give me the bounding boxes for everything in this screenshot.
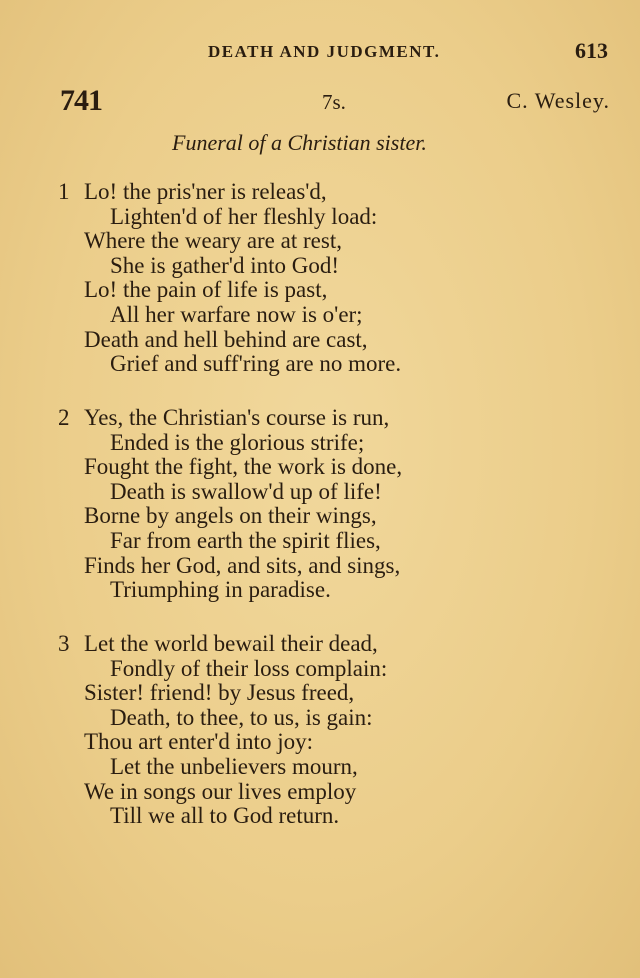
verse-line: Sister! friend! by Jesus freed, (84, 680, 355, 706)
hymn-author: C. Wesley. (506, 88, 610, 113)
verse-line: All her warfare now is o'er; (110, 301, 363, 327)
verse-line: Death, to thee, to us, is gain: (110, 704, 373, 730)
verse-line: Finds her God, and sits, and sings, (84, 552, 401, 578)
hymn-number: 741 (60, 84, 102, 117)
hymn-title: Funeral of a Christian sister. (172, 130, 427, 155)
verse-text: Let the world bewail their dead, (84, 631, 378, 656)
stanza-1 (58, 180, 401, 377)
stanza-number: 2 (58, 405, 70, 430)
verse-line: Till we all to God return. (110, 803, 340, 829)
verse-line: Lighten'd of her fleshly load: (110, 203, 378, 229)
verse-line: Far from earth the spirit flies, (110, 527, 381, 553)
verse-line (58, 632, 387, 657)
stanza-3 (58, 632, 387, 829)
verse-line: She is gather'd into God! (110, 252, 340, 278)
hymn-meter: 7s. (322, 90, 346, 114)
verse-line: Let the unbelievers mourn, (110, 753, 358, 779)
verse-line: Where the weary are at rest, (84, 228, 342, 254)
verse-line (58, 406, 402, 431)
verse-line: Ended is the glorious strife; (110, 429, 365, 455)
verse-line: We in songs our lives employ (84, 778, 357, 804)
running-head: DEATH AND JUDGMENT. (208, 42, 441, 61)
verse-text: Yes, the Christian's course is run, (84, 405, 390, 430)
verse-line: Death is swallow'd up of life! (110, 478, 382, 504)
verse-line: Borne by angels on their wings, (84, 503, 377, 529)
verse-line: Thou art enter'd into joy: (84, 729, 313, 755)
verse-line: Death and hell behind are cast, (84, 326, 368, 352)
page-number: 613 (575, 38, 608, 63)
verse-line: Fought the fight, the work is done, (84, 454, 403, 480)
stanza-number: 1 (58, 179, 70, 204)
verse-line: Grief and suff'ring are no more. (110, 351, 402, 377)
verse-line: Fondly of their loss complain: (110, 655, 388, 681)
verse-line: Triumphing in paradise. (110, 577, 331, 603)
stanza-2 (58, 406, 402, 603)
stanza-number: 3 (58, 631, 70, 656)
verse-text: Lo! the pris'ner is releas'd, (84, 179, 327, 204)
verse-line (58, 180, 401, 205)
verse-line: Lo! the pain of life is past, (84, 277, 328, 303)
